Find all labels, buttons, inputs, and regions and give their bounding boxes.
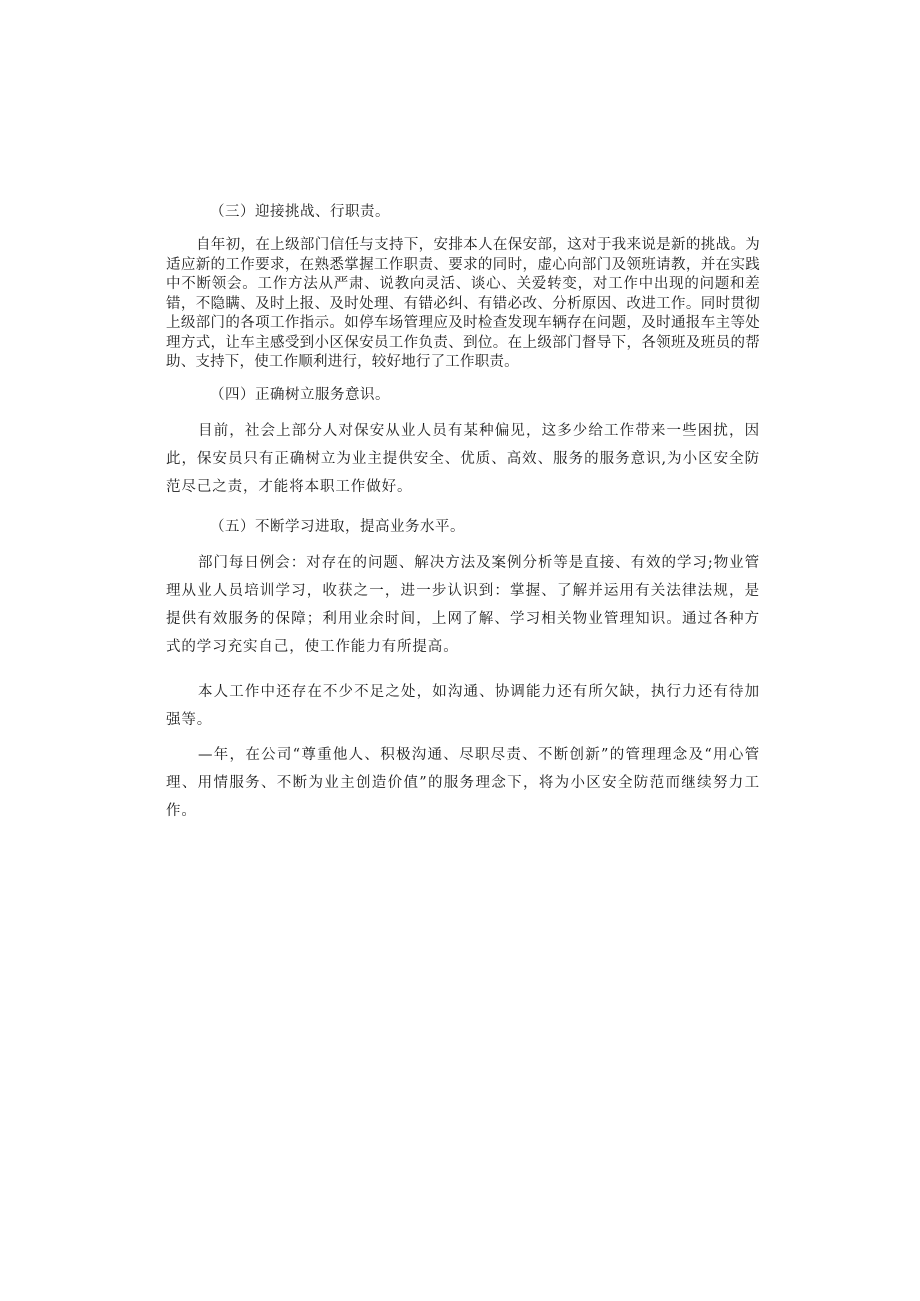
shortcomings-paragraph: 本人工作中还存在不少不足之处，如沟通、协调能力还有所欠缺，执行力还有待加强等。 xyxy=(166,684,760,728)
section-5-heading: （五）不断学习进取，提高业务水平。 xyxy=(210,519,465,535)
closing-paragraph: —年，在公司“尊重他人、积极沟通、尽职尽责、不断创新”的管理理念及“用心管理、用情服务、不断为业主创造价值”的服务理念下，将为小区安全防范而继续努力工作。 xyxy=(166,747,760,819)
section-3-heading: （三）迎接挑战、行职责。 xyxy=(210,204,390,220)
section-5-paragraph: 部门每日例会：对存在的问题、解决方法及案例分析等是直接、有效的学习;物业管理从业人员培训学习，收获之一，进一步认识到：掌握、了解并运用有关法律法规，是提供有效服务的保障；利用业余时间，上网了解、学习相关物业管理知识。通过各种方式的学习充实自己，使工作能力有所提高。 xyxy=(166,555,760,655)
section-3-paragraph: 自年初，在上级部门信任与支持下，安排本人在保安部，这对于我来说是新的挑战。为适应新的工作要求，在熟悉掌握工作职责、要求的同时，虚心向部门及领班请教，并在实践中不断领会。工作方法从严肃、说教向灵活、谈心、关爱转变，对工作中出现的问题和差错，不隐瞒、及时上报、及时处理、有错必纠、有错必改、分析原因、改进工作。同时贯彻上级部门的各项工作指示。如停车场管理应及时检查发现车辆存在问题，及时通报车主等处理方式，让车主感受到小区保安员工作负责、到位。在上级部门督导下，各领班及班员的帮助、支持下，使工作顺利进行，较好地行了工作职责。 xyxy=(166,237,760,370)
section-4-heading: （四）正确树立服务意识。 xyxy=(210,387,390,403)
section-4-paragraph: 目前，社会上部分人对保安从业人员有某种偏见，这多少给工作带来一些困扰，因此，保安员只有正确树立为业主提供安全、优质、高效、服务的服务意识,为小区安全防范尽己之责，才能将本职工作做好。 xyxy=(166,423,760,495)
